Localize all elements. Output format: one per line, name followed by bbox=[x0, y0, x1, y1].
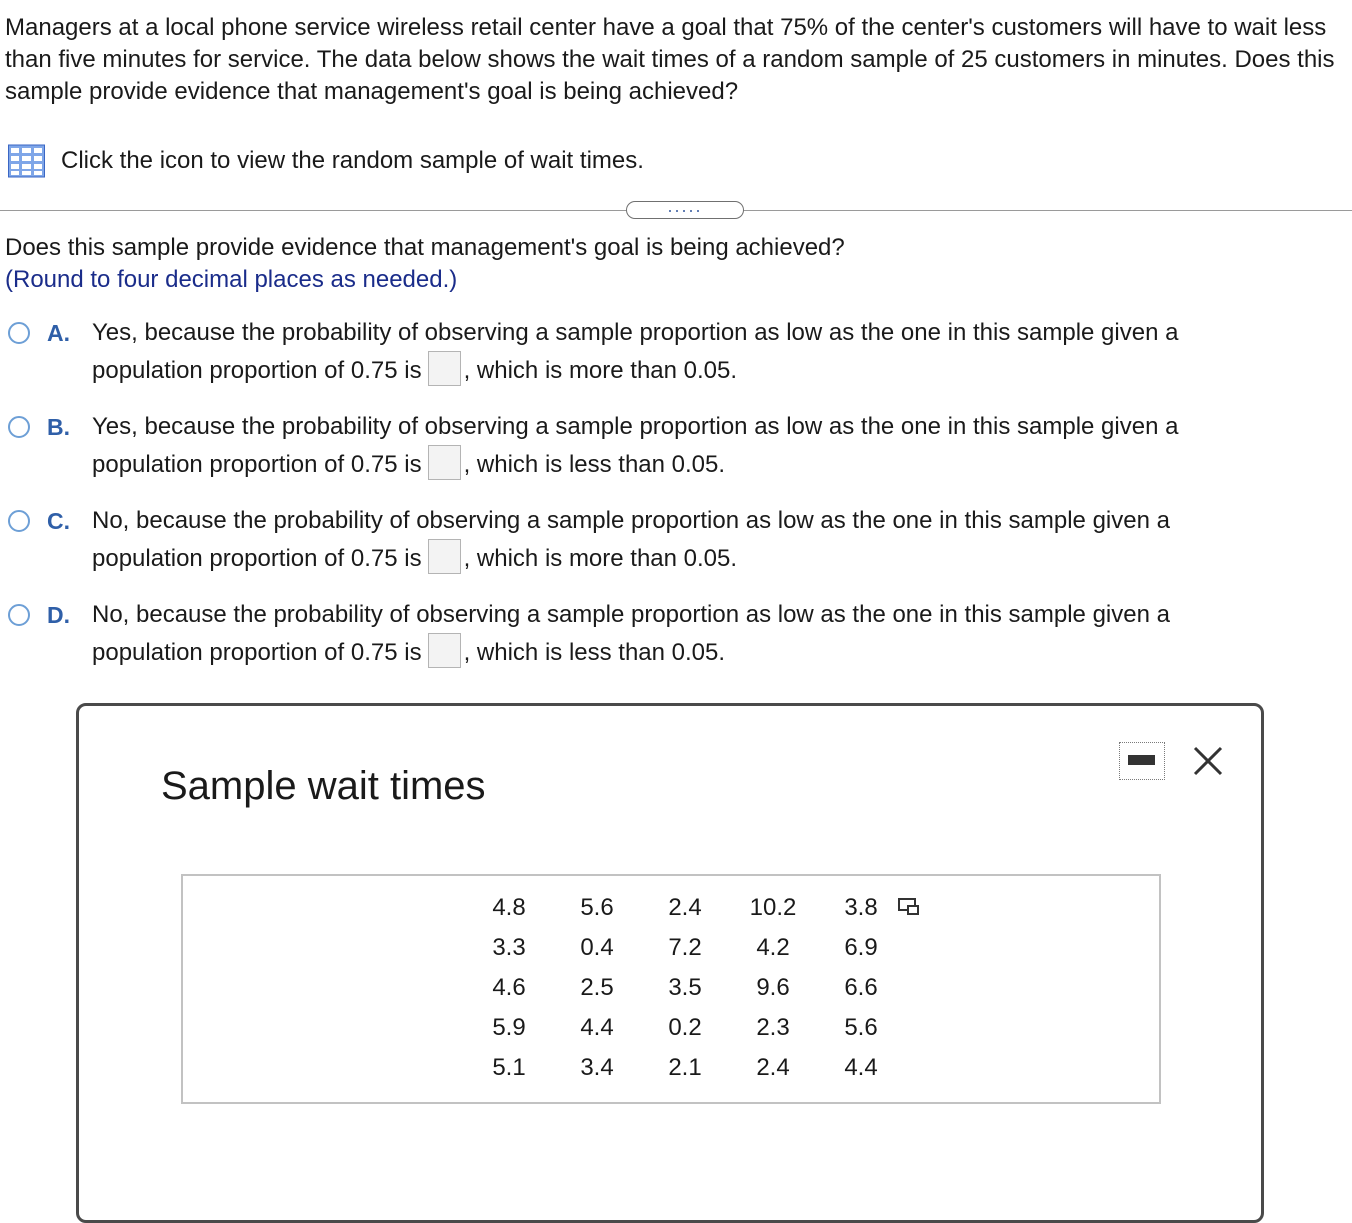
option-line1: Yes, because the probability of observing a sample proportion as low as the one in this sample given a bbox=[92, 413, 1179, 440]
table-cell: 9.6 bbox=[756, 974, 790, 1001]
minimize-icon bbox=[1128, 755, 1155, 765]
table-cell: 4.2 bbox=[756, 934, 790, 961]
question-text: Does this sample provide evidence that management's goal is being achieved? bbox=[5, 234, 845, 261]
expand-more-button[interactable]: ..... bbox=[626, 201, 744, 219]
answer-input-a[interactable] bbox=[428, 351, 461, 386]
option-line2 bbox=[92, 540, 1292, 578]
option-letter: A. bbox=[47, 320, 70, 346]
table-cell: 3.4 bbox=[580, 1054, 614, 1081]
close-button[interactable] bbox=[1187, 740, 1229, 782]
table-cell: 7.2 bbox=[668, 934, 702, 961]
table-cell: 2.4 bbox=[756, 1054, 790, 1081]
option-letter: C. bbox=[47, 508, 70, 534]
view-data-link[interactable] bbox=[8, 144, 644, 178]
table-row bbox=[465, 968, 905, 1008]
table-cell: 3.8 bbox=[844, 894, 878, 921]
radio-option-c[interactable] bbox=[8, 510, 30, 532]
answer-input-c[interactable] bbox=[428, 539, 461, 574]
popup-title: Sample wait times bbox=[161, 764, 486, 808]
table-cell: 5.9 bbox=[492, 1014, 526, 1041]
table-cell: 0.2 bbox=[668, 1014, 702, 1041]
wait-times-table bbox=[465, 888, 905, 1088]
option-line1: No, because the probability of observing a sample proportion as low as the one in this sample given a bbox=[92, 601, 1170, 628]
view-data-link-text: Click the icon to view the random sample of wait times. bbox=[61, 147, 644, 174]
radio-option-b[interactable] bbox=[8, 416, 30, 438]
option-line2-before: population proportion of 0.75 is bbox=[92, 451, 422, 478]
table-cell: 3.5 bbox=[668, 974, 702, 1001]
option-line2 bbox=[92, 634, 1292, 672]
option-text bbox=[92, 596, 1292, 672]
table-cell: 0.4 bbox=[580, 934, 614, 961]
table-cell: 2.4 bbox=[668, 894, 702, 921]
option-line2-before: population proportion of 0.75 is bbox=[92, 545, 422, 572]
table-cell: 5.6 bbox=[844, 1014, 878, 1041]
table-cell: 4.4 bbox=[580, 1014, 614, 1041]
option-line2-after: , which is more than 0.05. bbox=[463, 545, 738, 572]
table-row bbox=[465, 888, 905, 928]
minimize-button[interactable] bbox=[1119, 742, 1165, 780]
table-cell: 6.6 bbox=[844, 974, 878, 1001]
table-cell: 4.8 bbox=[492, 894, 526, 921]
table-cell: 5.6 bbox=[580, 894, 614, 921]
table-cell: 2.5 bbox=[580, 974, 614, 1001]
option-line2-after: , which is more than 0.05. bbox=[463, 357, 738, 384]
table-cell: 3.3 bbox=[492, 934, 526, 961]
option-line1: No, because the probability of observing a sample proportion as low as the one in this sample given a bbox=[92, 507, 1170, 534]
option-letter: D. bbox=[47, 602, 70, 628]
option-line2 bbox=[92, 446, 1292, 484]
answer-input-b[interactable] bbox=[428, 445, 461, 480]
table-row bbox=[465, 1048, 905, 1088]
option-letter: B. bbox=[47, 414, 70, 440]
option-line2 bbox=[92, 352, 1292, 390]
radio-option-d[interactable] bbox=[8, 604, 30, 626]
table-cell: 10.2 bbox=[749, 894, 797, 921]
table-row bbox=[465, 1008, 905, 1048]
option-line2-after: , which is less than 0.05. bbox=[463, 639, 726, 666]
option-text bbox=[92, 502, 1292, 578]
table-cell: 2.3 bbox=[756, 1014, 790, 1041]
data-table-container bbox=[181, 874, 1161, 1104]
copy-icon[interactable] bbox=[897, 896, 923, 920]
table-cell: 5.1 bbox=[492, 1054, 526, 1081]
table-cell: 2.1 bbox=[668, 1054, 702, 1081]
table-cell: 4.4 bbox=[844, 1054, 878, 1081]
option-line2-before: population proportion of 0.75 is bbox=[92, 357, 422, 384]
option-line2-after: , which is less than 0.05. bbox=[463, 451, 726, 478]
option-line1: Yes, because the probability of observing a sample proportion as low as the one in this sample given a bbox=[92, 319, 1179, 346]
close-icon bbox=[1187, 740, 1229, 782]
option-text bbox=[92, 314, 1292, 390]
option-line2-before: population proportion of 0.75 is bbox=[92, 639, 422, 666]
table-row bbox=[465, 928, 905, 968]
sample-data-popup bbox=[76, 703, 1264, 1223]
rounding-hint: (Round to four decimal places as needed.) bbox=[5, 266, 458, 293]
table-cell: 4.6 bbox=[492, 974, 526, 1001]
radio-option-a[interactable] bbox=[8, 322, 30, 344]
table-cell: 6.9 bbox=[844, 934, 878, 961]
option-text bbox=[92, 408, 1292, 484]
problem-statement: Managers at a local phone service wireless retail center have a goal that 75% of the center's customers will have to wait less than five minutes for service. The data below shows the wait times of a random sample of 25 customers in minutes. Does this sample provide evidence that management's goal is being achieved? bbox=[5, 14, 1335, 105]
table-grid-icon[interactable] bbox=[8, 144, 45, 178]
answer-input-d[interactable] bbox=[428, 633, 461, 668]
